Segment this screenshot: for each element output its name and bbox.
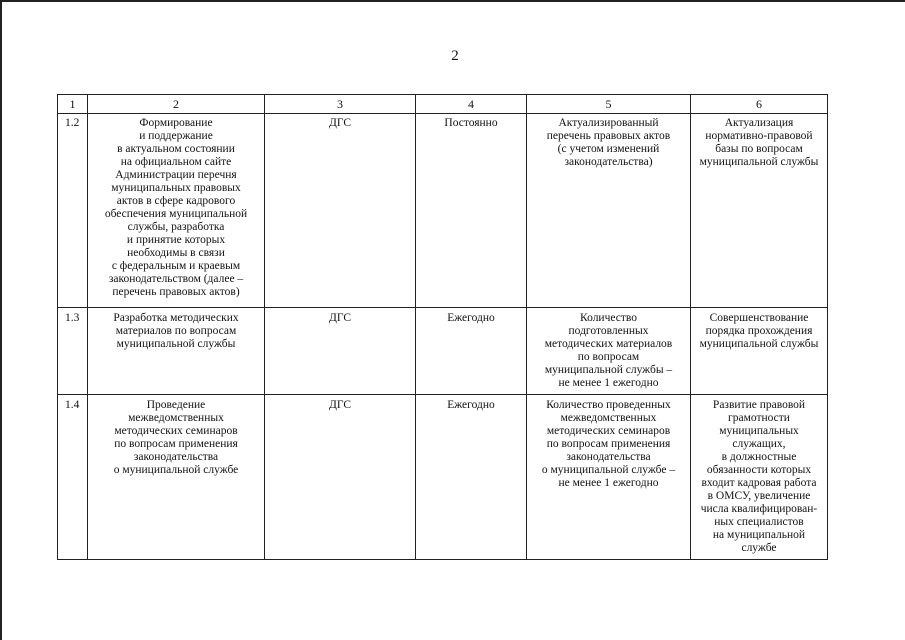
row-number: 1.3 [58,308,88,395]
page-left-edge [0,0,2,640]
activity-cell: Разработка методических материалов по вопросам муниципальной службы [88,308,265,395]
table-row [58,395,828,560]
activity-cell: Проведение межведомственных методических семинаров по вопросам применения законодательства о муниципальной службе [88,395,265,560]
term-cell: Ежегодно [416,308,527,395]
column-header-3: 3 [265,95,416,114]
executor-cell: ДГС [265,114,416,308]
table-header-row [58,95,828,114]
page-number: 2 [451,48,459,64]
executor-cell: ДГС [265,395,416,560]
indicator-cell: Актуализированный перечень правовых актов (с учетом изменений законодательства) [527,114,691,308]
indicator-cell: Количество проведенных межведомственных методических семинаров по вопросам применения законодательства о муниципальной службе – не менее 1 ежегодно [527,395,691,560]
column-header-4: 4 [416,95,527,114]
activity-cell: Формирование и поддержание в актуальном состоянии на официальном сайте Администрации перечня муниципальных правовых актов в сфере кадрового обеспечения муниципальной службы, разработка и принятие которых необходимы в связи с федеральным и краевым законодательством (далее – перечень правовых актов) [88,114,265,308]
row-number: 1.4 [58,395,88,560]
term-cell: Ежегодно [416,395,527,560]
column-header-5: 5 [527,95,691,114]
result-cell: Совершенствование порядка прохождения муниципальной службы [691,308,828,395]
table-row [58,114,828,308]
result-cell: Развитие правовой грамотности муниципальных служащих, в должностные обязанности которых входит кадровая работа в ОМСУ, увеличение числа квалифицирован- ных специалистов на муниципальной службе [691,395,828,560]
term-cell: Постоянно [416,114,527,308]
page-top-edge [0,0,905,2]
measures-table [57,94,828,560]
row-number: 1.2 [58,114,88,308]
column-header-1: 1 [58,95,88,114]
indicator-cell: Количество подготовленных методических материалов по вопросам муниципальной службы – не менее 1 ежегодно [527,308,691,395]
table-row [58,308,828,395]
result-cell: Актуализация нормативно-правовой базы по вопросам муниципальной службы [691,114,828,308]
column-header-6: 6 [691,95,828,114]
executor-cell: ДГС [265,308,416,395]
column-header-2: 2 [88,95,265,114]
